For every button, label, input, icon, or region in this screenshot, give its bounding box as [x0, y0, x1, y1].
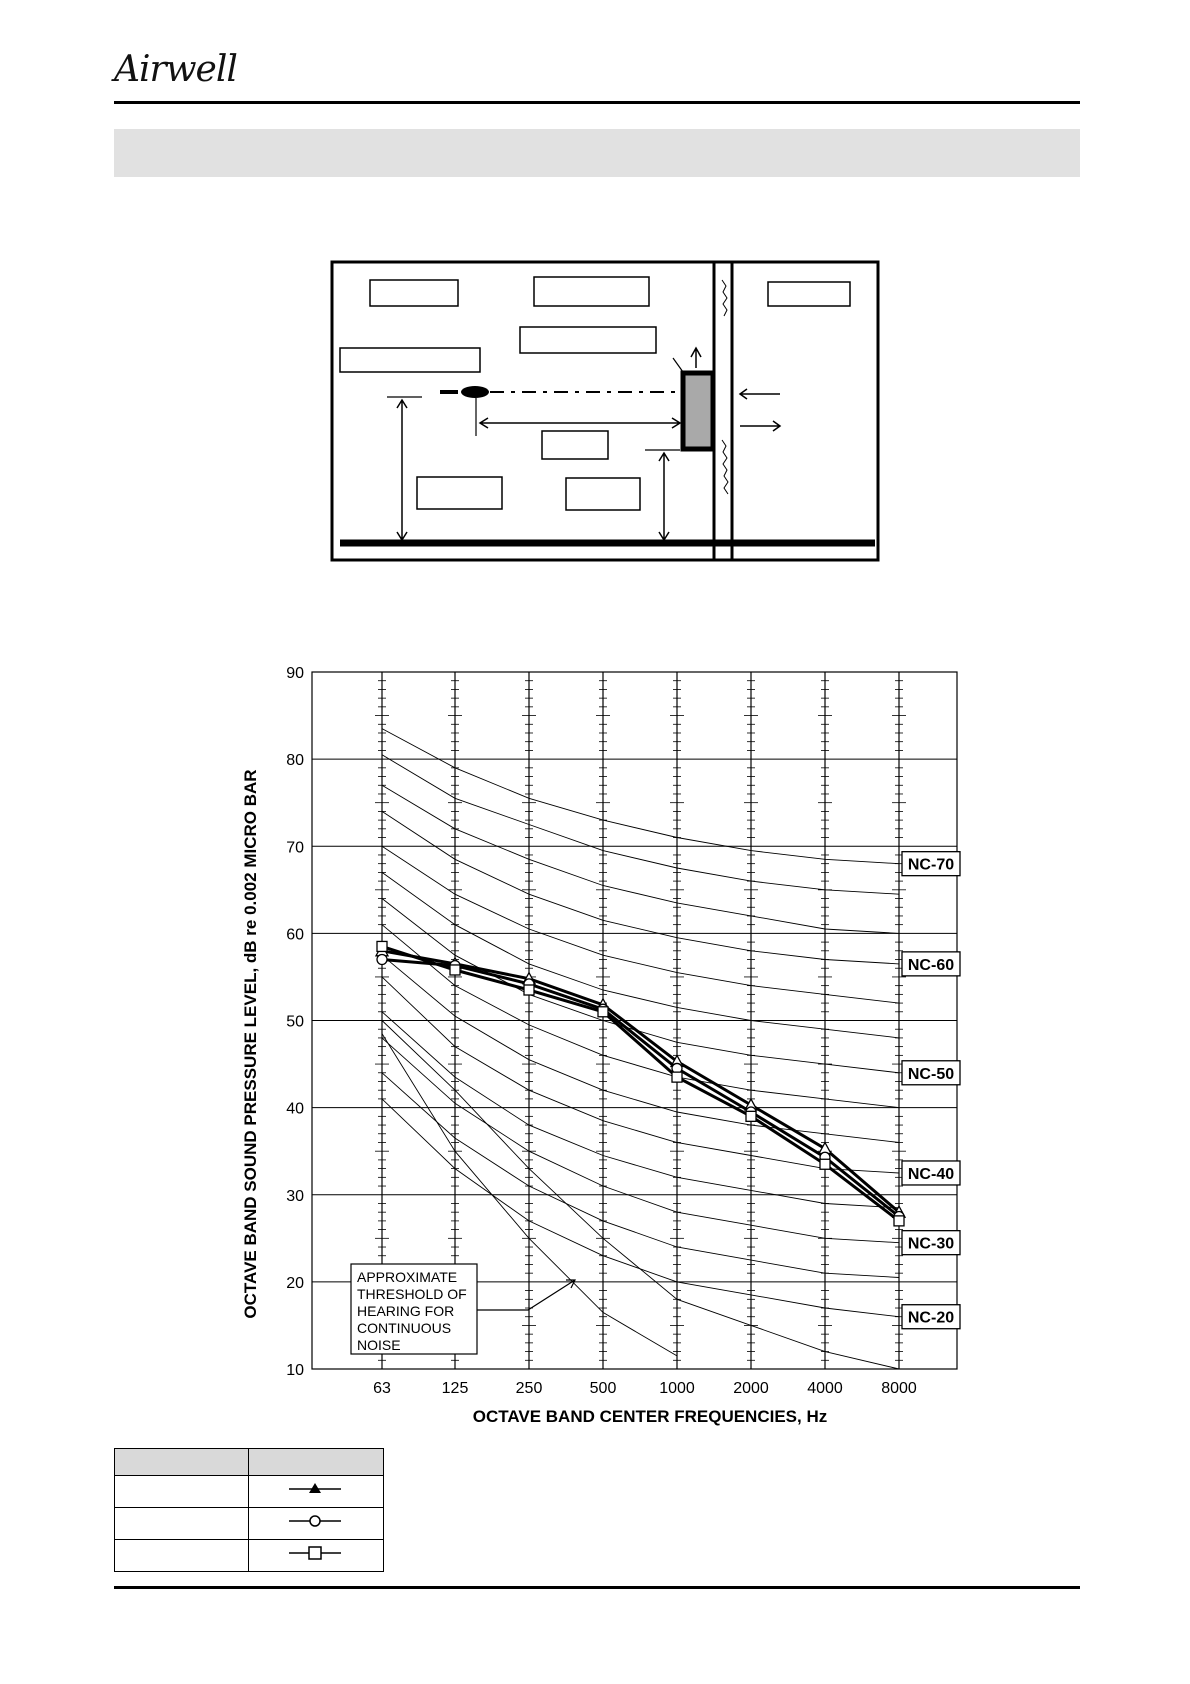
- legend-row: [115, 1508, 384, 1540]
- y-tick-label: 90: [286, 665, 304, 682]
- legend-header-row: [115, 1449, 384, 1476]
- y-tick-label: 10: [286, 1362, 304, 1379]
- x-tick-label: 63: [373, 1380, 391, 1397]
- y-tick-label: 40: [286, 1100, 304, 1118]
- legend-table: [114, 1448, 384, 1572]
- label-box-7: [417, 477, 502, 509]
- label-box-5: [340, 348, 480, 372]
- label-box-2: [534, 277, 649, 306]
- label-box-6: [542, 431, 608, 459]
- annotation-text: NOISE: [357, 1337, 401, 1353]
- y-tick-label: 80: [286, 752, 304, 770]
- air-conditioner-unit: [683, 373, 713, 449]
- annotation-text: CONTINUOUS: [357, 1320, 452, 1336]
- label-box-8: [566, 478, 640, 510]
- legend-marker-cell: [249, 1476, 384, 1508]
- square-marker: [377, 941, 387, 951]
- x-tick-label: 125: [441, 1380, 469, 1397]
- x-tick-label: 4000: [807, 1380, 843, 1397]
- y-tick-label: 20: [286, 1274, 304, 1292]
- y-tick-label: 60: [286, 926, 304, 944]
- square-marker: [820, 1159, 830, 1169]
- square-marker-icon: [249, 1540, 383, 1566]
- legend-row-label: [115, 1540, 249, 1572]
- footer-rule: [114, 1586, 1080, 1589]
- legend-marker-cell: [249, 1540, 384, 1572]
- nc-curve-label: NC-50: [907, 1065, 955, 1083]
- legend-header-1: [115, 1449, 249, 1476]
- legend-header-2: [249, 1449, 384, 1476]
- circle-marker: [377, 955, 387, 965]
- nc-curve-label: NC-20: [907, 1309, 955, 1327]
- square-marker: [450, 965, 460, 975]
- annotation-text: HEARING FOR: [357, 1303, 455, 1319]
- y-tick-label: 30: [286, 1187, 304, 1205]
- annotation-text: APPROXIMATE: [357, 1269, 458, 1285]
- x-tick-label: 1000: [659, 1380, 695, 1397]
- y-axis-title: OCTAVE BAND SOUND PRESSURE LEVEL, dB re 0.002 MICRO BAR: [241, 769, 260, 1319]
- annotation-text: THRESHOLD OF: [357, 1286, 467, 1302]
- square-marker: [746, 1111, 756, 1121]
- legend-marker-cell: [249, 1508, 384, 1540]
- square-marker: [672, 1072, 682, 1082]
- x-tick-label: 8000: [881, 1380, 917, 1397]
- section-title-bar: [114, 129, 1080, 177]
- microphone: [461, 386, 489, 398]
- square-marker: [894, 1216, 904, 1226]
- label-box-3: [768, 282, 850, 306]
- label-box-4: [520, 327, 656, 353]
- y-tick-label: 70: [286, 839, 304, 857]
- nc-curve-label: NC-30: [907, 1235, 955, 1253]
- x-tick-label: 500: [589, 1380, 617, 1397]
- legend-row-label: [115, 1476, 249, 1508]
- legend-row-label: [115, 1508, 249, 1540]
- nc-curve-label: NC-70: [907, 856, 955, 874]
- x-tick-label: 250: [515, 1380, 543, 1397]
- x-tick-label: 2000: [733, 1380, 769, 1397]
- header-rule: [114, 101, 1080, 104]
- airwell-logo: Airwell: [114, 49, 237, 90]
- square-marker: [524, 985, 534, 995]
- square-marker: [598, 1007, 608, 1017]
- installation-diagram: [330, 260, 880, 564]
- x-axis-title: OCTAVE BAND CENTER FREQUENCIES, Hz: [472, 1407, 828, 1426]
- nc-chart: [230, 660, 970, 1430]
- nc-curve-label: NC-40: [907, 1165, 955, 1183]
- y-tick-label: 50: [286, 1013, 304, 1031]
- legend-row: [115, 1540, 384, 1572]
- legend-row: [115, 1476, 384, 1508]
- triangle-marker-icon: [249, 1476, 383, 1502]
- label-box-1: [370, 280, 458, 306]
- nc-curve-label: NC-60: [907, 956, 955, 974]
- circle-marker-icon: [249, 1508, 383, 1534]
